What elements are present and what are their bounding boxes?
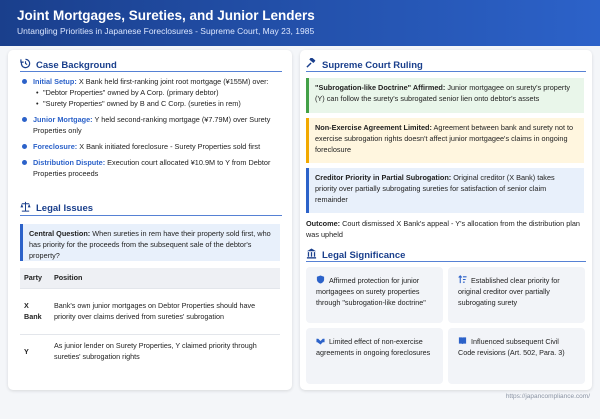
positions-table [20,268,280,368]
sub-list-item: • "Debtor Properties" owned by A Corp. (primary debtor) [33,87,284,98]
significance-grid [306,267,586,384]
gavel-icon [306,58,317,72]
divider [306,261,586,262]
footer-url: https://japancompliance.com/ [505,393,590,400]
case-background-heading: Case Background [20,58,117,72]
list-item: Distribution Dispute: Execution court allocated ¥10.9M to Y from Debtor Properties proceeds [20,157,284,179]
handshake-icon [316,336,325,345]
table-row: Y As junior lender on Surety Properties, Y claimed priority through sureties' subrogation rights [20,334,280,368]
significance-item: Limited effect of non-exercise agreements in ongoing foreclosures [306,328,443,384]
right-panel [300,50,592,390]
list-item: Junior Mortgage: Y held second-ranking mortgage (¥7.79M) over Surety Properties only [20,114,284,136]
background-list [20,76,284,184]
page-title: Joint Mortgages, Sureties, and Junior Lenders [17,8,315,23]
outcome: Outcome: Court dismissed X Bank's appeal - Y's allocation from the distribution plan was upheld [306,219,580,239]
divider [20,215,282,216]
page-subtitle: Untangling Priorities in Japanese Foreclosures - Supreme Court, May 23, 1985 [17,26,315,36]
list-item: Foreclosure: X Bank initiated foreclosure - Surety Properties sold first [20,141,284,152]
ruling-box: "Subrogation-like Doctrine" Affirmed: Junior mortgagee on surety's property (Y) can follow the surety's subrogated senior lien onto debtor's assets [306,78,584,113]
sub-list-item: • "Surety Properties" owned by B and C Corp. (sureties in rem) [33,98,284,109]
significance-item: Established clear priority for original creditor over partially subrogating surety [448,267,585,323]
legal-issues-heading: Legal Issues [20,201,93,215]
ruling-heading: Supreme Court Ruling [306,58,423,72]
divider [20,71,282,72]
history-icon [20,58,31,72]
significance-item: Affirmed protection for junior mortgagees on surety properties through "subrogation-like doctrine" [306,267,443,323]
significance-heading: Legal Significance [306,248,405,262]
central-question: Central Question: When sureties in rem have their property sold first, who has priority for the proceeds from the subsequent sale of the debtor's property? [20,224,280,261]
table-header: Party [20,268,50,288]
divider [306,71,586,72]
landmark-icon [306,248,317,262]
ruling-box: Creditor Priority in Partial Subrogation: Original creditor (X Bank) takes priority over partially subrogating sureties for satisfaction of senior claim remainder [306,168,584,213]
left-panel [8,50,292,390]
ruling-box: Non-Exercise Agreement Limited: Agreement between bank and surety not to exercise subrogation rights doesn't affect junior mortgagee's claims in ongoing foreclosure [306,118,584,163]
list-item: Initial Setup: X Bank held first-ranking joint root mortgage (¥155M) over: • "Debtor Properties" owned by A Corp. (primary debtor) • "Surety Properties" owned by B and C Corp. (sureties in rem) [20,76,284,109]
table-header: Position [50,268,280,288]
sort-priority-icon [458,275,467,284]
shield-icon [316,275,325,284]
significance-item: Influenced subsequent Civil Code revisions (Art. 502, Para. 3) [448,328,585,384]
book-icon [458,336,467,345]
page-header [0,0,600,46]
scales-icon [20,201,31,215]
table-row: X Bank Bank's own junior mortgages on Debtor Properties should have priority over claims derived from sureties' subrogation [20,288,280,334]
